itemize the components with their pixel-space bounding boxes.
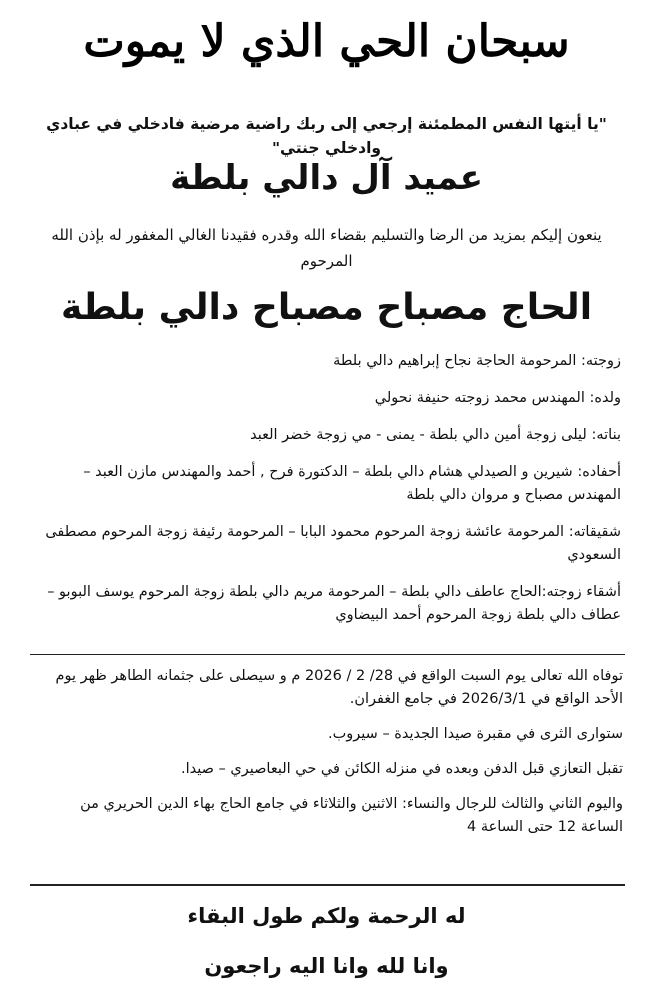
relative-label: أحفاده: bbox=[577, 464, 621, 480]
relative-label: شقيقاته: bbox=[568, 524, 621, 540]
relative-label: بناته: bbox=[591, 427, 621, 443]
relatives-list bbox=[30, 350, 621, 641]
closing-line-mercy: له الرحمة ولكم طول البقاء bbox=[187, 904, 466, 928]
closing-line-return: وانا لله وانا اليه راجعون bbox=[204, 954, 449, 978]
condolence-location: تقبل التعازي قبل الدفن وبعده في منزله الكائن في حي البعاصيري – صيدا. bbox=[180, 761, 623, 777]
death-and-prayer: توفاه الله تعالى يوم السبت الواقع في 28/ 2 / 2026 م و سيصلى على جثمانه الطاهر ظهر يوم الأحد الواقع في 2026/3/1 في جامع الغفران. bbox=[55, 668, 623, 707]
relative-label: أشقاء زوجته: bbox=[541, 584, 621, 600]
family-title: عميد آل دالي بلطة bbox=[170, 158, 483, 198]
relative-wife bbox=[30, 350, 621, 373]
relative-text: شيرين و الصيدلي هشام دالي بلطة – الدكتورة فرح , أحمد والمهندس مازن العبد – المهندس مصباح و مروان دالي بلطة bbox=[83, 464, 621, 503]
closing-lines bbox=[0, 898, 653, 998]
relative-label: زوجته: bbox=[580, 353, 621, 369]
deceased-name: الحاج مصباح مصباح دالي بلطة bbox=[60, 287, 593, 328]
relative-wife-siblings bbox=[30, 581, 621, 627]
divider bbox=[30, 654, 625, 655]
announcement-text: ينعون إليكم بمزيد من الرضا والتسليم بقضاء الله وقدره فقيدنا الغالي المغفور له بإذن الله المرحوم bbox=[51, 226, 602, 270]
relative-text: المهندس محمد زوجته حنيفة نحولي bbox=[374, 390, 590, 406]
quran-verse: "يا أيتها النفس المطمئنة إرجعي إلى ربك راضية مرضية فادخلي في عبادي وادخلي جنتي" bbox=[46, 115, 607, 157]
calligraphy-header: سبحان الحي الذي لا يموت bbox=[83, 16, 570, 67]
relative-text: المرحومة الحاجة نجاح إبراهيم دالي بلطة bbox=[333, 353, 581, 369]
relative-son bbox=[30, 387, 621, 410]
condolence-days: واليوم الثاني والثالث للرجال والنساء: الاثنين والثلاثاء في جامع الحاج بهاء الدين الحريري من الساعة 12 حتى الساعة 4 bbox=[80, 796, 623, 835]
relative-grandchildren bbox=[30, 461, 621, 507]
relative-label: ولده: bbox=[589, 390, 621, 406]
funeral-details bbox=[36, 665, 623, 851]
relative-text: المرحومة عائشة زوجة المرحوم محمود البابا – المرحومة رئيفة زوجة المرحوم مصطفى السعودي bbox=[45, 524, 621, 563]
relative-text: ليلى زوجة أمين دالي بلطة - يمنى - مي زوجة خضر العبد bbox=[250, 427, 592, 443]
relative-sisters bbox=[30, 521, 621, 567]
relative-daughters bbox=[30, 424, 621, 447]
burial-location: ستوارى الثرى في مقبرة صيدا الجديدة – سيروب. bbox=[328, 726, 623, 742]
relative-text: الحاج عاطف دالي بلطة – المرحومة مريم دالي بلطة زوجة المرحوم يوسف البوبو – عطاف دالي بلطة زوجة المرحوم أحمد البيضاوي bbox=[47, 584, 621, 623]
divider bbox=[30, 884, 625, 886]
